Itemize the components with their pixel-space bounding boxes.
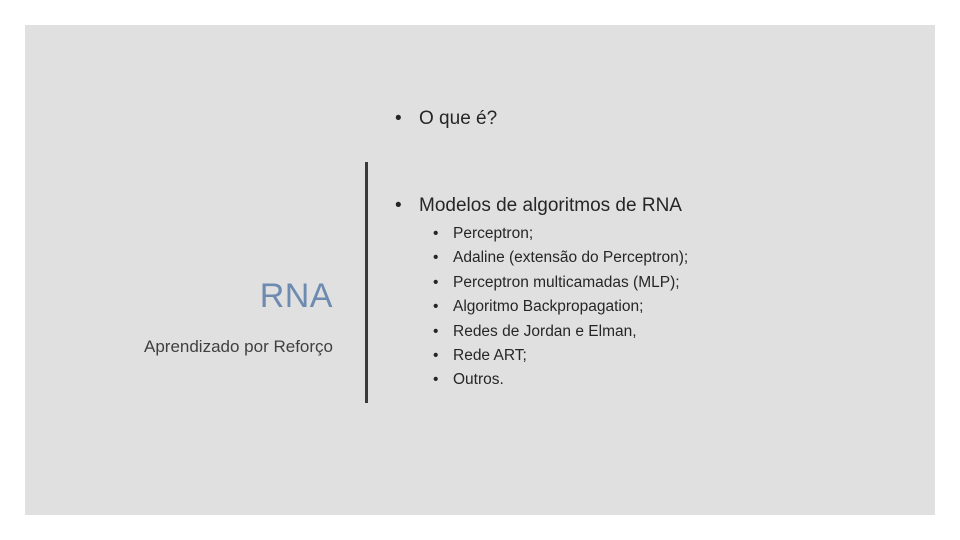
bullet-item — [395, 108, 497, 130]
sub-bullet-text: Outros. — [453, 371, 504, 389]
bullet-dot-icon: • — [433, 322, 439, 340]
sub-bullet-item — [433, 295, 688, 319]
bullet-text: O que é? — [419, 108, 498, 129]
sub-bullet-text: Perceptron; — [453, 225, 534, 242]
slide — [25, 25, 935, 515]
sub-bullet-item — [433, 368, 688, 392]
sub-bullet-item — [433, 222, 688, 246]
vertical-divider — [365, 162, 368, 403]
sub-bullet-text: Algoritmo Backpropagation; — [453, 298, 644, 316]
sub-bullet-text: Redes de Jordan e Elman, — [453, 322, 637, 340]
sub-bullet-item — [433, 320, 688, 344]
bullet-dot-icon: • — [433, 249, 439, 267]
sub-bullet-text: Adaline (extensão do Perceptron); — [453, 249, 689, 267]
slide-subtitle: Aprendizado por Reforço — [143, 337, 333, 356]
sub-bullet-list — [433, 222, 688, 393]
sub-bullet-item — [433, 344, 688, 368]
sub-bullet-text: Perceptron multicamadas (MLP); — [453, 273, 680, 291]
bullet-dot-icon: • — [433, 346, 439, 364]
bullet-item — [395, 195, 682, 217]
bullet-dot-icon: • — [433, 298, 439, 316]
bullet-dot-icon: • — [395, 108, 402, 129]
sub-bullet-text: Rede ART; — [453, 346, 527, 364]
bullet-dot-icon: • — [433, 371, 439, 389]
bullet-text: Modelos de algoritmos de RNA — [419, 195, 682, 216]
slide-title: RNA — [259, 277, 333, 315]
bullet-dot-icon: • — [395, 195, 402, 216]
sub-bullet-item — [433, 271, 688, 295]
bullet-dot-icon: • — [433, 273, 439, 291]
bullet-dot-icon: • — [433, 225, 439, 242]
sub-bullet-item — [433, 246, 688, 270]
